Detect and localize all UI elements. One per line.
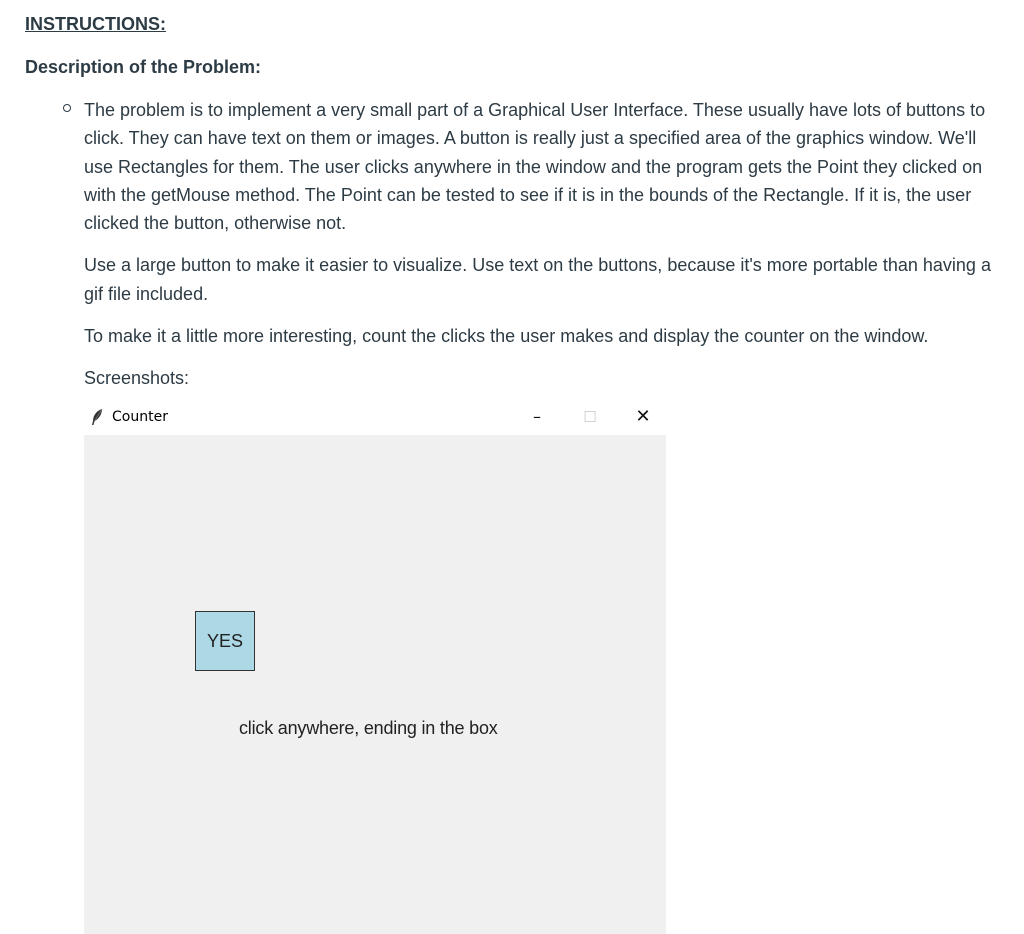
paragraph-count-clicks: To make it a little more interesting, count the clicks the user makes and display the counter on the window.: [84, 326, 929, 347]
feather-icon: [90, 408, 104, 426]
paragraph-screenshots: Screenshots:: [84, 368, 190, 389]
window-titlebar: [84, 400, 666, 435]
bullet-circle-icon: [63, 104, 71, 112]
window-title: Counter: [112, 409, 168, 425]
description-heading: Description of the Problem:: [25, 57, 262, 77]
close-button[interactable]: ✕: [635, 406, 651, 427]
yes-button[interactable]: YES: [195, 611, 255, 671]
description-content: [84, 96, 1004, 407]
paragraph-large-button: Use a large button to make it easier to visualize. Use text on the buttons, because it's more portable than having a gif file included.: [84, 255, 991, 304]
paragraph-problem: The problem is to implement a very small part of a Graphical User Interface. These usually have lots of buttons to click. They can have text on them or images. A button is really just a specified area of the graphics window. We'll use Rectangles for them. The user clicks anywhere in the window and the program gets the Point they clicked on with the getMouse method. The Point can be tested to see if it is in the bounds of the Rectangle. If it is, the user clicked the button, otherwise not.: [84, 100, 986, 234]
maximize-button[interactable]: ☐: [583, 408, 597, 426]
minimize-button[interactable]: –: [533, 407, 541, 426]
click-message: click anywhere, ending in the box: [239, 718, 498, 738]
instructions-heading: INSTRUCTIONS:: [25, 14, 166, 34]
window-canvas[interactable]: [84, 435, 666, 934]
